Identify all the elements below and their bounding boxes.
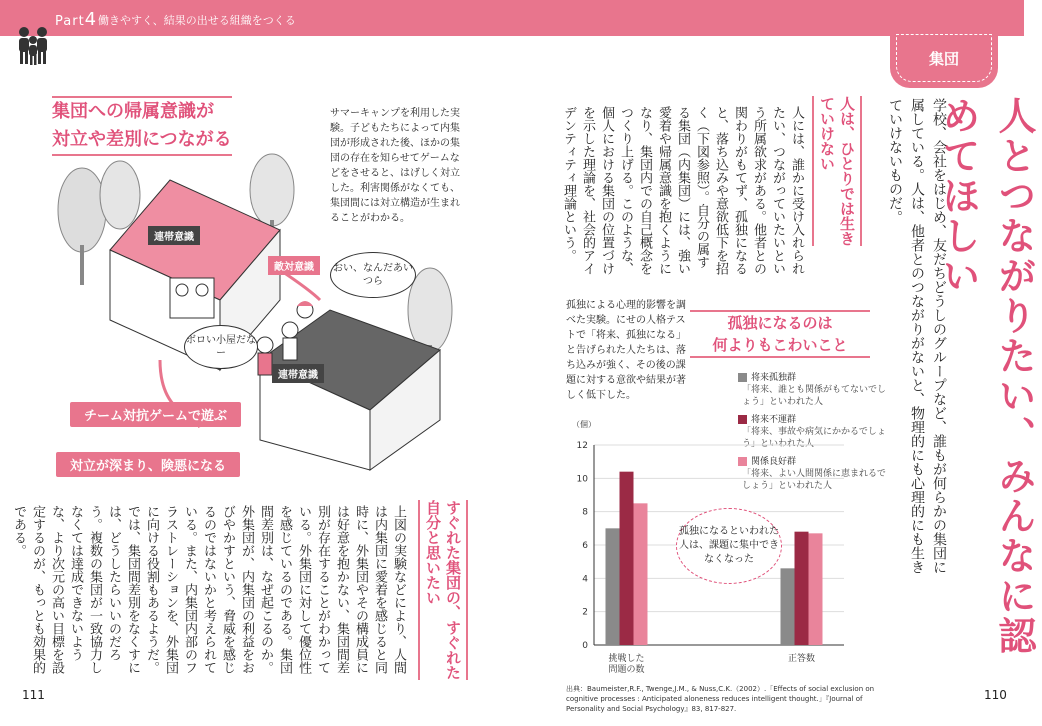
illustration-title-line1: 集団への帰属意識が <box>52 96 232 126</box>
illustration-cabins <box>50 150 470 480</box>
y-tick-label: 0 <box>582 641 588 651</box>
bar <box>606 528 620 645</box>
body-text-right: 人には、誰かに受け入れられたい、つながっていたいという所属欲求がある。他者との関わりがもてず、孤独になると、落ち込みや意欲低下を招く（下図参照）。自分の属する集団（内集団）には、強い愛着や帰属意識を抱くようになり、集団内での自己概念をつくり上げる。このような、個人における集団の位置づけを示した理論を、社会的アイデンティティ理論という。 <box>561 106 804 275</box>
ribbon-conflict: 対立が深まり、険悪になる <box>56 452 240 477</box>
y-tick-label: 6 <box>582 541 588 551</box>
legend-note: 「将来、よい人間関係に恵まれるでしょう」といわれた人 <box>742 469 886 491</box>
speech-bubble-2: ボロい小屋だなー <box>184 325 258 369</box>
ribbon-game: チーム対抗ゲームで遊ぶ <box>70 402 241 427</box>
legend-label: 将来不運群 <box>751 415 797 425</box>
illustration-title <box>52 96 232 156</box>
section-tab-label: 集団 <box>896 34 992 82</box>
bar <box>620 472 634 645</box>
chart-heading-line1: 孤独になるのは <box>727 314 833 332</box>
speech-bubble-1: おい、なんだあいつら <box>330 252 416 298</box>
part-title: 働きやすく、結果の出せる組織をつくる <box>98 14 296 27</box>
side-heading-right: 人は、ひとりでは生きていけない <box>812 96 862 246</box>
bar <box>781 568 795 645</box>
y-tick-label: 4 <box>582 574 588 585</box>
people-icon <box>16 24 52 68</box>
y-tick-label: 8 <box>582 507 588 518</box>
lead-text: 学校、会社をはじめ、友だちどうしのグループなど、誰もが何らかの集団に属している。人は、他者とのつながりがないと、物理的にも心理的にも生きていけないものだ。 <box>887 98 947 574</box>
bar <box>795 532 809 645</box>
x-tick-label: 挑戦した <box>608 654 645 664</box>
label-hostility: 敵対意識 <box>268 256 320 275</box>
page-title: 人とつながりたい、みんなに認めてほしい <box>936 96 1036 656</box>
part-label: Part4 <box>55 9 98 30</box>
illustration-caption: サマーキャンプを利用した実験。子どもたちによって内集団が形成された後、ほかの集団の存在を知らせてゲームなどをさせると、はげしく対立した。利害関係がなくても、集団間には対立構造が生まれることがわかる。 <box>330 108 460 224</box>
chart-caption: 孤独による心理的影響を調べた実験。にせの人格テストで「将来、孤独になる」と告げられた人たちは、落ち込みが強く、その後の課題に対する意欲や結果が著しく低下した。 <box>566 300 686 401</box>
chart-heading <box>690 310 870 358</box>
y-tick-label: 10 <box>576 474 588 485</box>
legend-note: 「将来、誰とも関係がもてないでしょう」といわれた人 <box>742 385 887 407</box>
y-axis-unit: （個） <box>572 420 596 429</box>
legend-item <box>738 372 888 408</box>
label-solidarity-2: 連帯意識 <box>272 364 324 383</box>
legend-label: 関係良好群 <box>751 457 797 467</box>
illustration-title-line2: 対立や差別につながる <box>52 126 232 156</box>
body-text-left: 上図の実験などにより、人間は内集団に愛着を感じると同時に、外集団やその構成員には好意を抱かない、集団間差別が存在することがわかっている。外集団に対して優位性を感じているのである。集団間差別は、なぜ起こるのか。外集団が、内集団の利益をおびやかすという、脅威を感じるのではないかと考えられている。また、内集団内部のフラストレーションを、外集団に向ける役割もあるようだ。では、集団間差別をなくすには、どうしたらいいのだろう。複数の集団が一致協力しなくては達成できないような、より次元の高い目標を設定するのが、もっとも効果的である。 <box>11 505 406 674</box>
chart-callout: 孤独になるといわれた人は、課題に集中できなくなった <box>676 508 782 584</box>
legend-note: 「将来、事故や病気にかかるでしょう」といわれた人 <box>742 427 886 449</box>
x-tick-label: 正答数 <box>787 654 816 664</box>
page-number-left: 111 <box>22 688 45 702</box>
y-tick-label: 12 <box>576 441 588 451</box>
bar <box>809 533 823 645</box>
section-tab[interactable] <box>890 30 998 88</box>
legend-label: 将来孤独群 <box>751 373 797 383</box>
label-solidarity-1: 連帯意識 <box>148 226 200 245</box>
chart-heading-line2: 何よりもこわいこと <box>712 336 848 354</box>
source-citation: 出典：Baumeister,R.F., Twenge,J.M., & Nuss,C.K.（2002）.「Effects of social exclusion on cognitive processes : Anticipated aloneness reduces intelligent thought.」『Journal of Personality and Social Psychology』83, 817-827. <box>566 685 875 713</box>
bar <box>634 503 648 645</box>
y-tick-label: 2 <box>582 607 588 618</box>
side-heading-left: すぐれた集団の、すぐれた自分と思いたい <box>418 500 468 680</box>
page-number-right: 110 <box>984 688 1007 702</box>
x-tick-label: 問題の数 <box>608 665 645 675</box>
legend-swatch <box>738 373 747 382</box>
